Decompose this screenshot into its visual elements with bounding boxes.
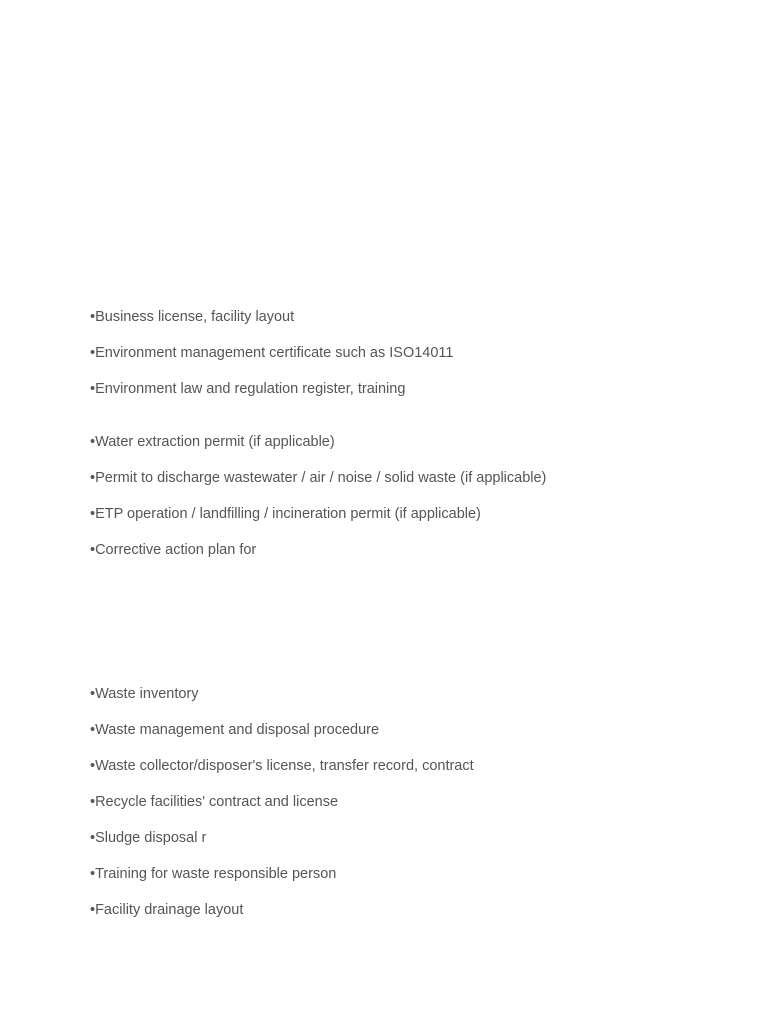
list-item: • Waste collector/disposer's license, transfer record, contract: [90, 758, 474, 775]
list-item: • Training for waste responsible person: [90, 866, 474, 883]
requirements-list-permits: [90, 434, 546, 578]
list-item: • Corrective action plan for: [90, 542, 546, 559]
list-item: • Environment management certificate such as ISO14011: [90, 345, 453, 362]
requirements-list-waste: [90, 686, 474, 938]
list-item: • Environment law and regulation register, training: [90, 381, 453, 398]
list-item: • Waste inventory: [90, 686, 474, 703]
requirements-list-general: [90, 309, 453, 417]
list-item: • Recycle facilities' contract and license: [90, 794, 474, 811]
list-item: • Water extraction permit (if applicable): [90, 434, 546, 451]
list-item: • Business license, facility layout: [90, 309, 453, 326]
list-item: • Permit to discharge wastewater / air / noise / solid waste (if applicable): [90, 470, 546, 487]
list-item: • Waste management and disposal procedure: [90, 722, 474, 739]
list-item: • Facility drainage layout: [90, 902, 474, 919]
list-item: • Sludge disposal r: [90, 830, 474, 847]
list-item: • ETP operation / landfilling / incineration permit (if applicable): [90, 506, 546, 523]
